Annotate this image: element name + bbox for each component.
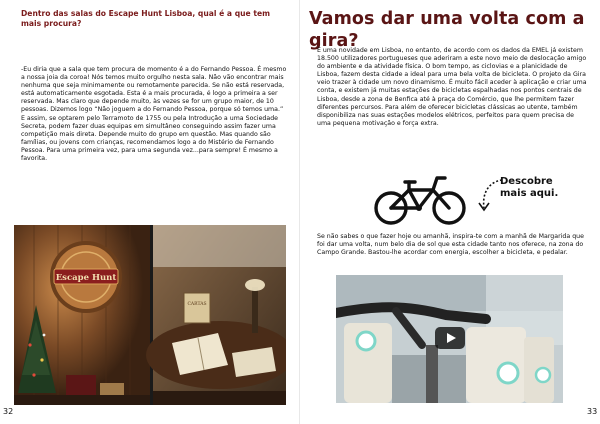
interview-question: Dentro das salas do Escape Hunt Lisboa, qual é a que tem mais procura? — [21, 9, 271, 28]
escape-room-illustration — [14, 225, 286, 405]
cta-line-1: Descobre — [500, 176, 553, 187]
article-intro: É uma novidade em Lisboa, no entanto, de acordo com os dados da EMEL já existem 18.500 utilizadores portugueses que aderiram a este novo meio de deslocação amigo do ambiente e da atividade física. O bom tempo, as ciclovias e a planicidade de Lisboa, fazem desta cidade a ideal para uma bela volta de bicicleta. O projeto da Gira veio trazer à cidade um novo dinamismo. É muito fácil aceder à aplicação e criar uma conta, e existem já muitas estações de bicicletas espalhadas nos pontos centrais de Lisboa, desde a zona de Benfica até à praça do Comércio, que lhe permitem fazer diferentes percursos. Para além de oferecer bicicletas clássicas ao utente, também disponibiliza nas suas estações modelos elétricos, perfeitos para quem precisa de uma pequena motivação e força extra. — [317, 47, 587, 127]
bicycle-drawing-icon — [371, 168, 475, 230]
article-tip: Se não sabes o que fazer hoje ou amanhã, inspira-te com a manhã de Margarida que foi dar uma volta, num belo dia de sol que esta cidade tanto nos oferece, na zona do Campo Grande. Bastou-lhe acordar com energia, escolher a bicicleta, e pedalar. — [317, 233, 584, 257]
article-title: Vamos dar uma volta com a gira? — [309, 9, 585, 51]
discover-more-link[interactable] — [500, 176, 570, 200]
cta-line-2: mais aqui. — [500, 188, 559, 199]
escape-hunt-sign-text: Escape Hunt — [55, 273, 117, 283]
interview-answer: -Eu diria que a sala que tem procura de momento é a do Fernando Pessoa. É mesmo a nossa joia da coroa! Nós temos muito orgulho nesta sala. Não vão encontrar mais nenhuma que seja minimamente ou remotamente parecida. Se não está reservada, está automaticamente esgotada. Esta é a mais procurada, é logo a primeira a ser reservada. Mas claro que depende muito, às vezes se for um grupo maior, de 10 pessoas. Dizemos logo “Não joguem a do Fernando Pessoa, porque só temos uma.” E assim, se optarem pelo Terramoto de 1755 ou pela Introdução a uma Sociedade Secreta, podem fazer duas equipas em simultâneo conseguindo assim fazer uma competição mais direta. Depende muito do grupo em questão. Mas quando são famílias, ou jovens com crianças, recomendamos logo a do Mistério de Fernando Pessoa. Para uma primeira vez, para uma segunda vez...para sempre! É mesmo a favorita. — [21, 66, 287, 163]
page-number-right: 33 — [587, 407, 598, 416]
play-icon[interactable] — [435, 327, 465, 349]
right-page — [300, 0, 600, 424]
book-cover-text: CARTAS — [187, 302, 207, 307]
page-number-left: 32 — [3, 407, 14, 416]
escape-room-photo — [14, 225, 286, 405]
video-player[interactable] — [336, 275, 563, 403]
